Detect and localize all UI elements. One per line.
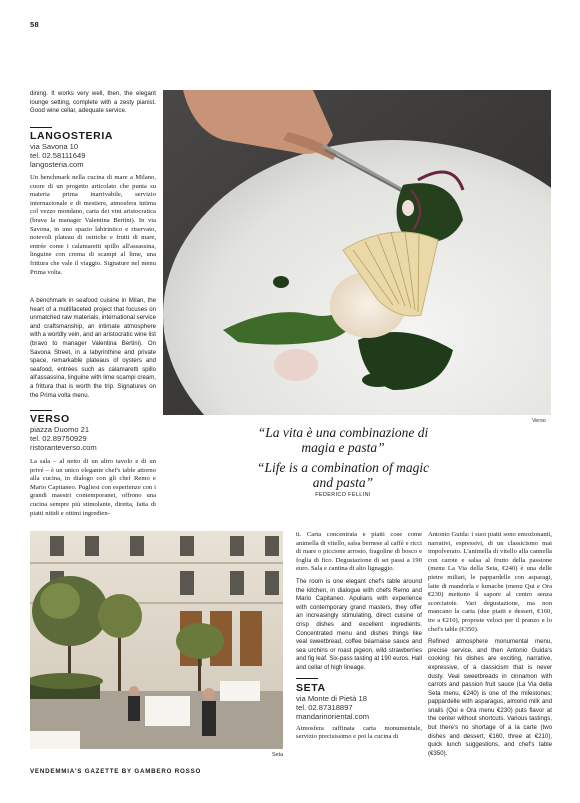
quote-english: “Life is a combination of magic and pasta” — [256, 460, 430, 490]
divider — [296, 678, 318, 679]
verso-text-it: La sala – al netto di un altro tavolo e di un privé – è un unico elegante chef's table attorno alla cucina, in dialogo con gli chef Remo e Mario Capitaneo. Pugliesi con esperienze con i grandi maestri contemporanei, offrono una cucina sempre più stimolante, diretta, fatta di piatti nitidi e ottimi ingredien- — [30, 458, 156, 517]
caption-top-photo: Verso — [532, 418, 546, 424]
seta-header — [296, 682, 422, 721]
seta-address: via Monte di Pietà 18 — [296, 693, 367, 703]
langosteria-header — [30, 130, 156, 169]
quote-author: FEDERICO FELLINI — [315, 492, 371, 498]
seta-web: mandarinoriental.com — [296, 711, 370, 721]
verso-header — [30, 413, 156, 452]
seta-text-it-start: Atmosfera raffinata carta monumentale, servizio precisissimo e poi la cucina di — [296, 724, 422, 741]
page-number: 58 — [30, 20, 39, 29]
quote-italian: “La vita è una combinazione di magia e pasta” — [257, 425, 429, 455]
footer: VENDEMMIA'S GAZETTE BY GAMBERO ROSSO — [30, 768, 202, 775]
seta-phone: tel. 02.87318897 — [296, 702, 353, 712]
pull-quote — [253, 425, 433, 498]
langosteria-phone: tel. 02.58111649 — [30, 151, 86, 160]
intro-text-en: dining. It works very well, then, the elegant lounge setting, complete with a zesty pianist. Good wine cellar, adequate service. — [30, 90, 156, 115]
langosteria-web: langosteria.com — [30, 160, 84, 169]
dish-photo — [163, 90, 551, 415]
verso-phone: tel. 02.89750929 — [30, 434, 87, 443]
verso-name: VERSO — [30, 413, 70, 425]
langosteria-name: LANGOSTERIA — [30, 130, 114, 142]
divider — [30, 127, 52, 128]
verso-text-it-continued: ti. Carta concentrata e piatti cose come animella di vitello, salsa bernese al caffè e ricci di mare o piccione arrosto, fragoline di bosco e foglia di fico. Degustazione di sei passi a 190 euro. Sala e cantina di alto lignaggio. — [296, 531, 422, 573]
langosteria-text-it: Un benchmark nella cucina di mare a Milano, cuore di un progetto articolato che punta su materia prima inarrivabile, servizio internazionale e di mestiere, atmosfera intima col vezzo mondano, carta dei vini aristocratica (brava la manager Valentina Bertini). In via Savona, in uno spazio labirintico e riservato, notevoli plateau di ostriche e frutti di mare, entrée come i calamaretti spillo all'assassina, linguine con crema di scampi al lime, una frittura che vale il viaggio. Signature nel menu Prima volta. — [30, 174, 156, 276]
courtyard-photo — [30, 531, 283, 749]
caption-bottom-photo: Seta — [272, 752, 284, 758]
langosteria-text-en: A benchmark in seafood cuisine in Milan, the heart of a multifaceted project that focuses on unmatched raw materials, international service and craftsmanship, an intimate atmosphere with a worldly vein, and an aristocratic wine list (bravo to manager Valentina Bertini). On Savona Street, in a labyrinthine and private space, remarkable plateaus of oysters and seafood, entrées such as calamaretti spillo all'assassina, linguine with lime scampi cream, a frittura that is worth the trip. Signatures on the Prima volta menu. — [30, 297, 156, 399]
langosteria-address: via Savona 10 — [30, 142, 79, 151]
verso-web: ristoranteverso.com — [30, 443, 97, 452]
divider — [30, 410, 52, 411]
seta-text-it: Antonio Guida: i suoi piatti sono emozionanti, narrativi, espressivi, di un classicismo mai impolverato. L'animella di vitello alla cannella con carote e salsa al frutto della passione (menu La Via della Seta, €240) è una delle pietre miliari, le pappardelle con asparagi, latte di mandorla e lumache (menu Qui e Ora €230) mettono il sapore al centro senza scorciatoie. Vari degustazione, ma non mancano la carta (due piatti e dessert, €160, tre a €210), proposte veloci per il pranzo e lo chef's table (€350). — [428, 531, 552, 633]
verso-address: piazza Duomo 21 — [30, 425, 90, 434]
seta-text-en: Refined atmosphere monumental menu, precise service, and then Antonio Guida's cooking: his dishes are exciting, narrative, expressive, of a classicism that is never dusty. Veal sweetbreads in cinnamon with carrots and passion fruit sauce (La Via della Seta menu, €240) is one of the milestones; pappardelle with asparagus, almond milk and snails (Qui e Ora menu €230) puts flavor at the center without shortcuts. Various tastings, but there's no shortage of a la carte (two dishes and dessert, €160, three at €210), quick lunch suggestions, and chef's table (€350). — [428, 638, 552, 757]
verso-text-en: The room is one elegant chef's table around the kitchen, in dialogue with chefs Remo and Mario Capitaneo. Apulians with experience with contemporary grand masters, they offer an increasingly stimulating, direct cuisine of crisp dishes and excellent ingredients. Concentrated menu and dishes things like veal sweetbread, coffee béarnaise sauce and sea urchins or roast pigeon, wild strawberries and fig leaf. Six-pass tasting at 190 euros. Hall and cellar of high lineage. — [296, 577, 422, 671]
middle-column — [296, 531, 422, 742]
right-column — [428, 531, 552, 758]
seta-name: SETA — [296, 681, 326, 694]
